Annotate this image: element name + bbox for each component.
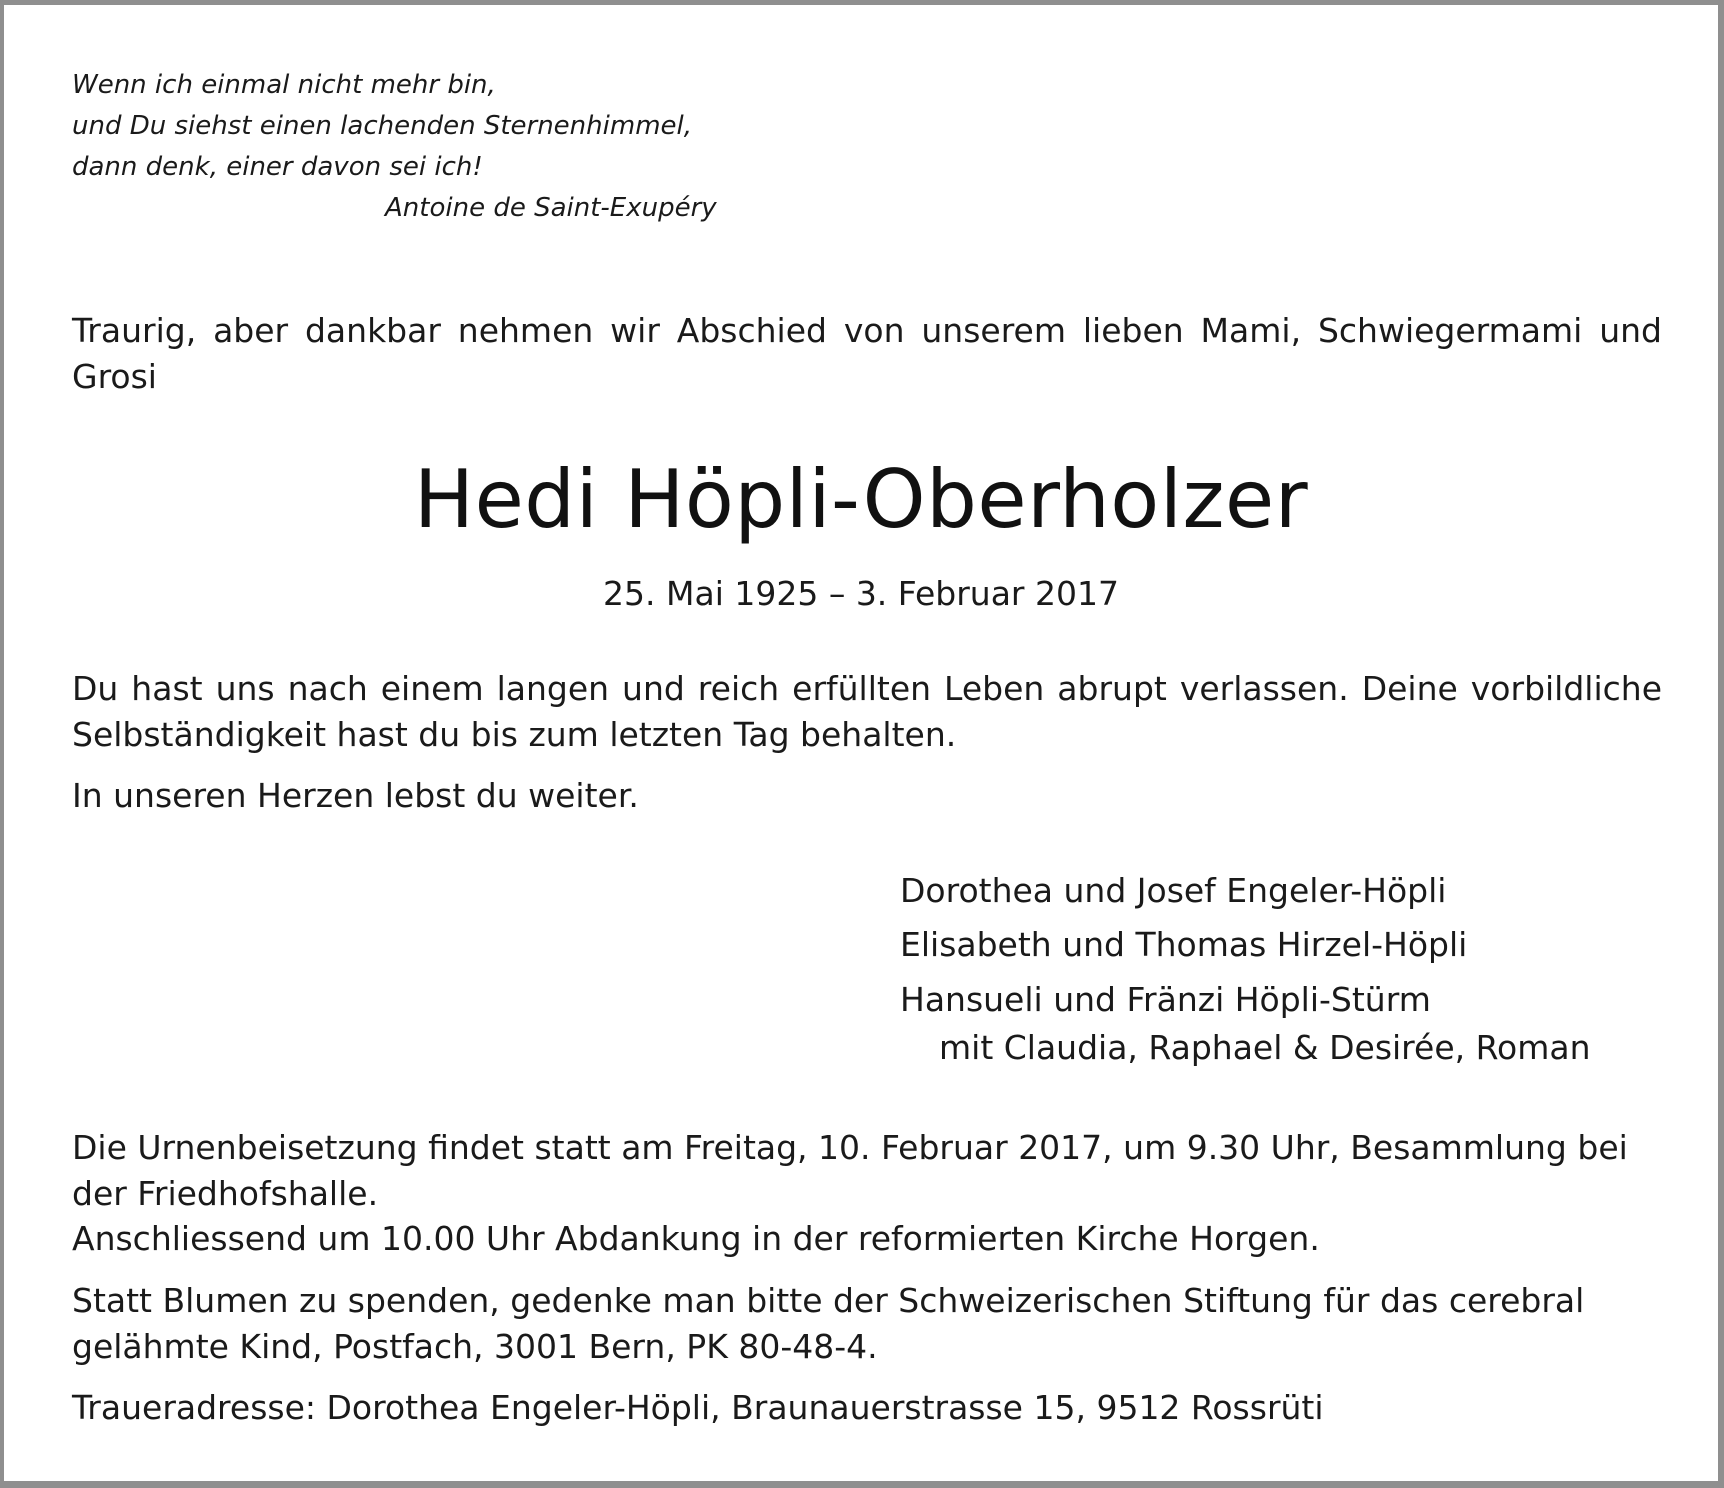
donation-note: Statt Blumen zu spenden, gedenke man bitte der Schweizerischen Stiftung für das cerebral gelähmte Kind, Postfach, 3001 Bern, PK 80-48-4.: [72, 1281, 1585, 1366]
mourner-line: Hansueli und Fränzi Höpli-Stürm: [900, 980, 1431, 1019]
poem-author: Antoine de Saint-Exupéry: [385, 193, 717, 223]
mourner-line: Elisabeth und Thomas Hirzel-Höpli: [900, 925, 1468, 964]
mourner-line: Dorothea und Josef Engeler-Höpli: [900, 871, 1447, 910]
deceased-name: Hedi Höpli-Oberholzer: [413, 453, 1309, 546]
poem-line-3: dann denk, einer davon sei ich!: [72, 152, 483, 182]
poem-line-2: und Du siehst einen lachenden Sternenhimmel,: [72, 111, 693, 141]
mourner-line: mit Claudia, Raphael & Desirée, Roman: [939, 1028, 1591, 1067]
ceremony-info: Die Urnenbeisetzung findet statt am Freitag, 10. Februar 2017, um 9.30 Uhr, Besammlung bei der Friedhofshalle.: [72, 1128, 1628, 1213]
tribute-closing: In unseren Herzen lebst du weiter.: [72, 776, 639, 815]
poem-line-1: Wenn ich einmal nicht mehr bin,: [72, 70, 496, 100]
mourning-address: Traueradresse: Dorothea Engeler-Höpli, Braunauerstrasse 15, 9512 Rossrüti: [72, 1388, 1324, 1427]
life-dates: 25. Mai 1925 – 3. Februar 2017: [603, 574, 1119, 613]
intro-text: Traurig, aber dankbar nehmen wir Abschied von unserem lieben Mami, Schwiegermami und Grosi: [72, 311, 1662, 396]
ceremony-followup: Anschliessend um 10.00 Uhr Abdankung in der reformierten Kirche Horgen.: [72, 1219, 1320, 1258]
tribute-paragraph: Du hast uns nach einem langen und reich erfüllten Leben abrupt verlassen. Deine vorbildliche Selbständigkeit hast du bis zum letzten Tag behalten.: [72, 669, 1662, 754]
